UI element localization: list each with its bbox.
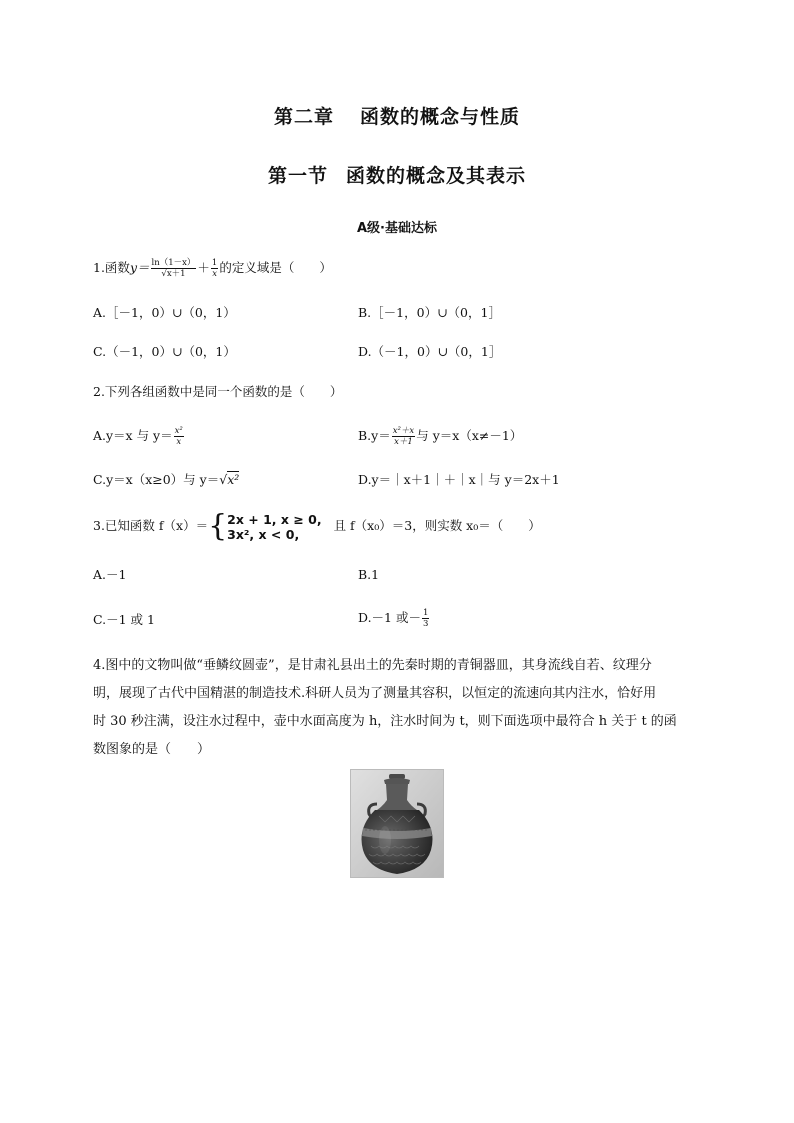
q2-b-text: B.y＝ — [358, 428, 391, 443]
q3-d-fraction — [422, 608, 429, 629]
q2-a-fraction — [174, 426, 184, 447]
q2-stem: 2.下列各组函数中是同一个函数的是（ ） — [93, 384, 343, 399]
q3-d-num: 1 — [422, 608, 429, 618]
q2-c-text: C.y＝x（x≥0）与 y＝ — [93, 472, 220, 487]
q1-frac1-num: ln（1－x） — [151, 258, 196, 268]
q3-lead: 3.已知函数 f（x）＝ — [93, 518, 209, 533]
q1-stem — [93, 258, 332, 279]
q3-option-c: C.－1 或 1 — [93, 612, 155, 627]
q3-stem — [93, 510, 541, 542]
q2-b-num: x²＋x — [392, 426, 415, 436]
q2-c-radicand: x² — [227, 472, 240, 487]
section-heading — [0, 161, 794, 188]
q3-case-1: 2x + 1, x ≥ 0, — [227, 511, 322, 527]
q1-frac1-den: √x＋1 — [161, 269, 186, 279]
q1-option-b: B.［－1，0）∪（0，1］ — [358, 305, 501, 320]
q3-piecewise — [227, 512, 321, 542]
q1-option-a: A.［－1，0）∪（0，1） — [93, 305, 236, 320]
q2-option-a — [93, 426, 185, 447]
q1-fraction-1 — [151, 258, 197, 279]
q3-option-a: A.－1 — [93, 567, 127, 582]
q4-line-3: 时 30 秒注满，设注水过程中，壶中水面高度为 h，注水时间为 t，则下面选项中最符合 h 关于 t 的函 — [93, 714, 677, 729]
q1-y-eq: y＝ — [129, 260, 150, 275]
q4-stem — [93, 652, 705, 764]
bronze-vase-image — [350, 769, 444, 878]
q1-frac2-num: 1 — [211, 258, 218, 268]
q1-frac1-radicand: x＋1 — [166, 269, 186, 279]
chapter-heading — [0, 102, 794, 129]
q3-case-2: 3x², x < 0, — [227, 526, 300, 542]
chapter-number: 第二章 — [273, 106, 334, 128]
vase-icon — [351, 770, 443, 877]
q2-b-fraction — [392, 426, 416, 447]
q4-line-2: 明，展现了古代中国精湛的制造技术.科研人员为了测量其容积，以恒定的流速向其内注水，恰好用 — [93, 686, 657, 701]
q2-b-den: x＋1 — [394, 437, 413, 447]
q3-option-d — [358, 608, 430, 629]
q2-c-sqrt: √x² — [219, 472, 240, 487]
q1-frac2-den: x — [212, 269, 218, 279]
q2-option-b — [358, 426, 522, 447]
q1-fraction-2 — [211, 258, 218, 279]
q1-lead: 1.函数 — [93, 260, 130, 275]
q3-d-text: D.－1 或－ — [358, 610, 421, 625]
q2-a-text: A.y＝x 与 y＝ — [93, 428, 173, 443]
q1-plus: ＋ — [197, 260, 210, 275]
section-title: 函数的概念及其表示 — [346, 165, 527, 187]
q2-a-den: x — [176, 437, 182, 447]
q1-option-d: D.（－1，0）∪（0，1］ — [358, 344, 502, 359]
section-number: 第一节 — [267, 165, 328, 187]
q1-option-c: C.（－1，0）∪（0，1） — [93, 344, 236, 359]
q3-option-b: B.1 — [358, 567, 380, 582]
q3-brace: { — [208, 508, 228, 544]
q4-line-4: 数图象的是（ ） — [93, 742, 211, 757]
q2-b-post: 与 y＝x（x≠－1） — [416, 428, 523, 443]
q3-tail: 且 f（x₀）＝3，则实数 x₀＝（ ） — [333, 518, 541, 533]
q2-a-num: x² — [174, 426, 183, 436]
q3-d-den: 3 — [422, 619, 429, 629]
q2-option-d: D.y＝｜x＋1｜＋｜x｜与 y＝2x＋1 — [358, 472, 560, 487]
chapter-title: 函数的概念与性质 — [360, 106, 521, 128]
q1-tail: 的定义域是（ ） — [219, 260, 332, 275]
level-heading: A级·基础达标 — [357, 221, 437, 236]
q2-option-c — [93, 471, 239, 489]
q4-line-1: 4.图中的文物叫做“垂鳞纹圆壶”，是甘肃礼县出土的先秦时期的青铜器皿，其身流线自若、纹理分 — [93, 658, 652, 673]
